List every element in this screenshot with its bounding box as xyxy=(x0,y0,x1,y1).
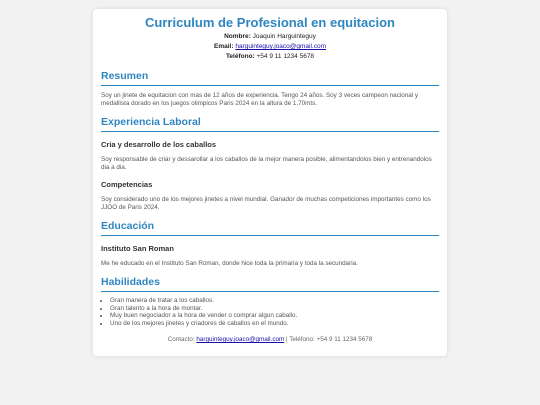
resumen-text: Soy un jinete de equitacion con mas de 12 años de experiencia. Tengo 24 años. Soy 3 veces campeon nacional y medallista dorado en los juegos olimpicos Paris 2024 en la altura de 1.70mts. xyxy=(101,92,419,107)
cv-header xyxy=(101,15,439,62)
footer-contact-label: Contacto: xyxy=(167,336,195,344)
list-item: • Gran talento a la hora de montar. xyxy=(110,305,439,313)
footer xyxy=(101,335,439,344)
section-title-resumen: Resumen xyxy=(101,70,439,86)
job-heading: Cria y desarrollo de los caballos xyxy=(101,140,217,149)
job-description: Soy responsable de criar y dessarollar a los caballos de la mejor manera posible, alimentandolos bien y entrenandolos dia a dia. xyxy=(101,156,432,171)
cv-card xyxy=(93,9,447,356)
school-description: Me he educado en el Instituto San Roman, donde hice toda la primaria y toda la secundaria. xyxy=(101,260,358,267)
list-item: • Muy buen negociador a la hora de vender o comprar algun caballo. xyxy=(110,312,439,320)
phone-label: Teléfono: xyxy=(225,53,255,60)
name-label: Nombre: xyxy=(224,33,251,40)
footer-email-link[interactable]: harguinteguy.joaco@gmail.com xyxy=(196,336,285,344)
footer-separator: | Teléfono: xyxy=(285,336,315,344)
section-title-habilidades: Habilidades xyxy=(101,276,439,292)
section-title-experiencia: Experiencia Laboral xyxy=(101,116,439,132)
email-link[interactable]: harguinteguy.joaco@gmail.com xyxy=(235,43,326,50)
list-item: • Uno de los mejores jinetes y criadores de caballos en el mundo. xyxy=(110,320,439,328)
phone-line xyxy=(101,52,439,62)
name-line xyxy=(101,32,439,42)
list-item: • Gran manera de tratar a los caballos. xyxy=(110,297,439,305)
email-label: Email: xyxy=(214,43,234,50)
skills-list xyxy=(101,297,439,327)
school-heading: Instituto San Roman xyxy=(101,244,174,253)
phone-value: +54 9 11 1234 5678 xyxy=(256,53,315,60)
page-title: Curriculum de Profesional en equitacion xyxy=(145,15,395,30)
job-heading: Competencias xyxy=(101,180,153,189)
footer-phone: +54 9 11 1234 5678 xyxy=(316,336,373,344)
email-line xyxy=(101,42,439,52)
section-title-educacion: Educación xyxy=(101,220,439,236)
name-value: Joaquin Harguinteguy xyxy=(252,33,316,40)
job-description: Soy considerado uno de los mejores jinetes a nivel mundial. Ganador de muchas competiciones importantes como los JJOO de Paris 2024. xyxy=(101,196,431,211)
